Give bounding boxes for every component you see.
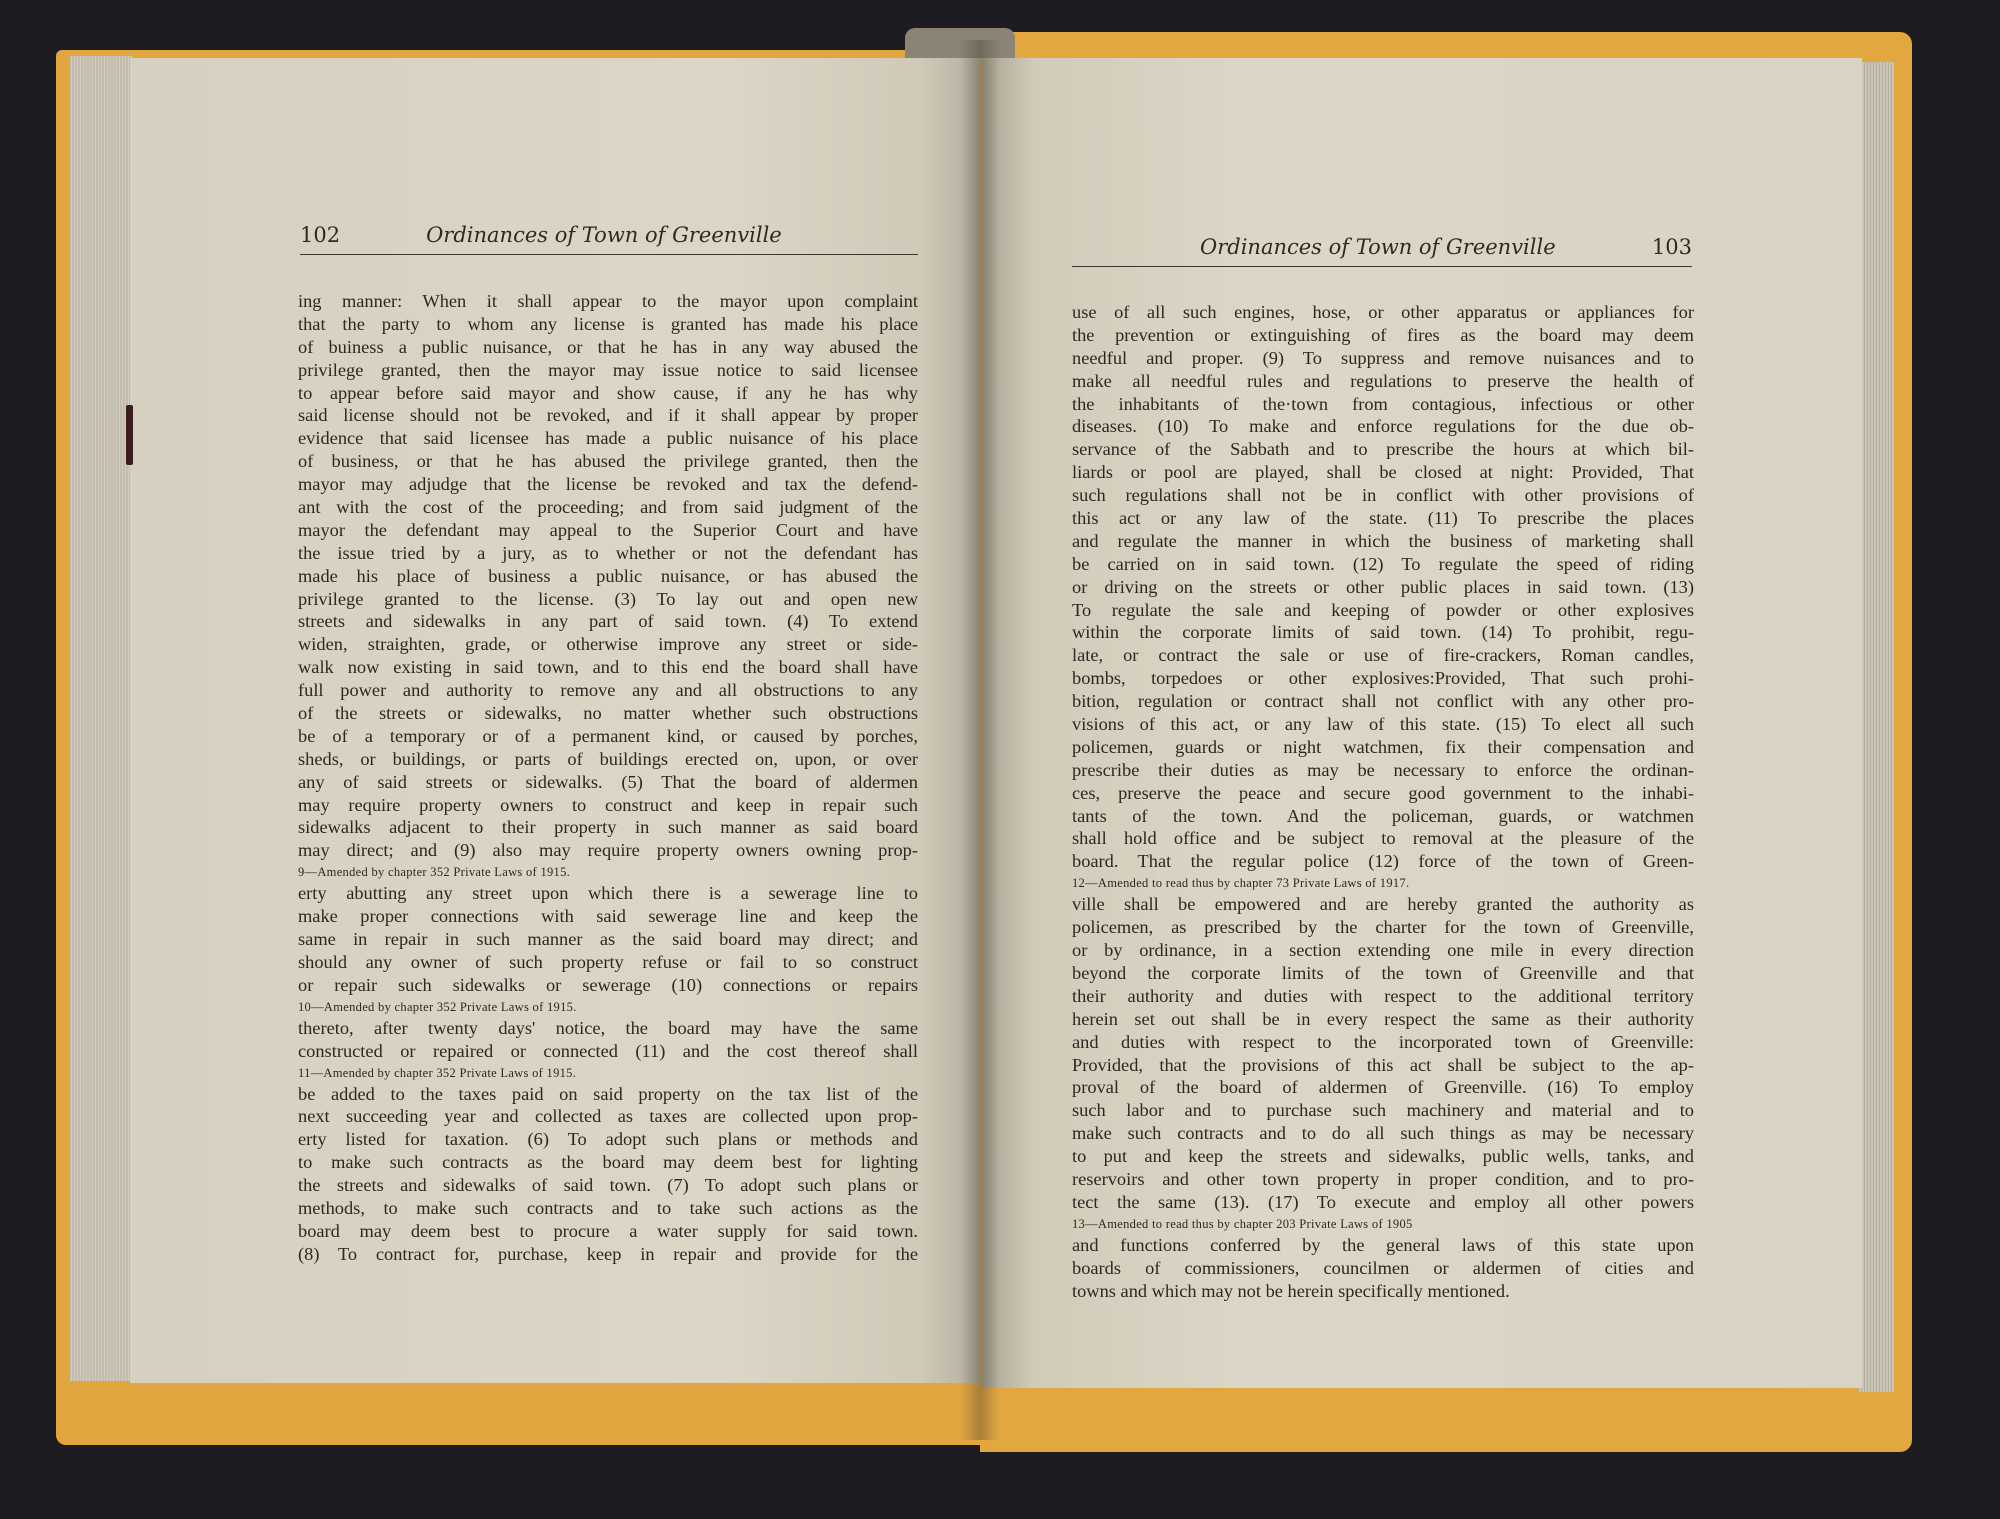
text-line: such regulations shall not be in conflict with other provisions of bbox=[1072, 485, 1694, 506]
text-line: the streets and sidewalks of said town. (7) To adopt such plans or bbox=[298, 1175, 918, 1196]
right-running-head bbox=[1072, 235, 1692, 267]
text-line: boards of commissioners, councilmen or aldermen of cities and bbox=[1072, 1257, 1694, 1278]
text-line: of the streets or sidewalks, no matter whether such obstructions bbox=[298, 703, 918, 724]
text-line: reservoirs and other town property in proper condition, and to pro- bbox=[1072, 1168, 1694, 1189]
text-line: make proper connections with said sewerage line and keep the bbox=[298, 906, 918, 927]
text-line: erty abutting any street upon which there is a sewerage line to bbox=[298, 883, 918, 904]
text-line: herein set out shall be in every respect the same as their authority bbox=[1072, 1008, 1694, 1029]
text-line: should any owner of such property refuse or fail to so construct bbox=[298, 951, 918, 972]
text-line: tants of the town. And the policeman, guards, or watchmen bbox=[1072, 805, 1694, 826]
text-line: to appear before said mayor and show cause, if any he has why bbox=[298, 382, 918, 403]
left-page-number: 102 bbox=[300, 223, 341, 247]
right-page bbox=[982, 58, 1862, 1388]
footnote: 11—Amended by chapter 352 Private Laws of 1915. bbox=[298, 1065, 577, 1080]
right-page-number: 103 bbox=[1651, 235, 1692, 259]
text-line: same in repair in such manner as the said board may direct; and bbox=[298, 929, 918, 950]
text-line: be added to the taxes paid on said property on the tax list of the bbox=[298, 1083, 918, 1104]
text-line: Provided, that the provisions of this act shall be subject to the ap- bbox=[1072, 1054, 1694, 1075]
text-line: (8) To contract for, purchase, keep in repair and provide for the bbox=[298, 1243, 918, 1264]
text-line: within the corporate limits of said town. (14) To prohibit, regu- bbox=[1072, 622, 1694, 643]
footnote: 12—Amended to read thus by chapter 73 Private Laws of 1917. bbox=[1072, 876, 1410, 891]
page-edges-left bbox=[70, 56, 132, 1381]
text-line: or by ordinance, in a section extending one mile in every direction bbox=[1072, 940, 1694, 961]
text-line: erty listed for taxation. (6) To adopt such plans or methods and bbox=[298, 1129, 918, 1150]
footnote: 10—Amended by chapter 352 Private Laws of 1915. bbox=[298, 999, 577, 1014]
text-line: that the party to whom any license is granted has made his place bbox=[298, 313, 918, 334]
text-line: beyond the corporate limits of the town of Greenville and that bbox=[1072, 962, 1694, 983]
text-line: proval of the board of aldermen of Greenville. (16) To employ bbox=[1072, 1077, 1694, 1098]
text-line: of business, or that he has abused the privilege granted, then the bbox=[298, 451, 918, 472]
text-line: visions of this act, or any law of this state. (15) To elect all such bbox=[1072, 714, 1694, 735]
text-line: shall hold office and be subject to removal at the pleasure of the bbox=[1072, 828, 1694, 849]
text-line: mayor the defendant may appeal to the Superior Court and have bbox=[298, 519, 918, 540]
text-line: mayor may adjudge that the license be revoked and tax the defend- bbox=[298, 474, 918, 495]
text-line: any of said streets or sidewalks. (5) That the board of aldermen bbox=[298, 771, 918, 792]
text-line: and functions conferred by the general laws of this state upon bbox=[1072, 1234, 1694, 1255]
text-line: make such contracts and to do all such things as may be necessary bbox=[1072, 1123, 1694, 1144]
text-line: ces, preserve the peace and secure good government to the inhabi- bbox=[1072, 782, 1694, 803]
text-line: may require property owners to construct and keep in repair such bbox=[298, 794, 918, 815]
text-line: liards or pool are played, shall be closed at night: Provided, That bbox=[1072, 462, 1694, 483]
left-page-body bbox=[298, 290, 918, 1266]
text-line: streets and sidewalks in any part of said town. (4) To extend bbox=[298, 611, 918, 632]
text-line: or repair such sidewalks or sewerage (10) connections or repairs bbox=[298, 974, 918, 995]
text-line: the prevention or extinguishing of fires as the board may deem bbox=[1072, 324, 1694, 345]
text-line: policemen, as prescribed by the charter for the town of Greenville, bbox=[1072, 917, 1694, 938]
text-line: methods, to make such contracts and to take such actions as the bbox=[298, 1197, 918, 1218]
text-line: this act or any law of the state. (11) To prescribe the places bbox=[1072, 508, 1694, 529]
text-line: of buiness a public nuisance, or that he has in any way abused the bbox=[298, 336, 918, 357]
text-line: towns and which may not be herein specifically mentioned. bbox=[1072, 1280, 1510, 1301]
text-line: such labor and to purchase such machinery and material and to bbox=[1072, 1100, 1694, 1121]
text-line: privilege granted to the license. (3) To lay out and open new bbox=[298, 588, 918, 609]
book-gutter bbox=[960, 40, 1000, 1440]
text-line: privilege granted, then the mayor may issue notice to said licensee bbox=[298, 359, 918, 380]
text-line: diseases. (10) To make and enforce regulations for the due ob- bbox=[1072, 416, 1694, 437]
text-line: their authority and duties with respect to the additional territory bbox=[1072, 985, 1694, 1006]
footnote: 9—Amended by chapter 352 Private Laws of 1915. bbox=[298, 865, 571, 880]
bookmark-ribbon bbox=[126, 405, 133, 465]
text-line: to make such contracts as the board may deem best for lighting bbox=[298, 1152, 918, 1173]
left-running-title: Ordinances of Town of Greenville bbox=[426, 223, 782, 247]
text-line: late, or contract the sale or use of fire-crackers, Roman candles, bbox=[1072, 645, 1694, 666]
text-line: make all needful rules and regulations to preserve the health of bbox=[1072, 370, 1694, 391]
text-line: and duties with respect to the incorporated town of Greenville: bbox=[1072, 1031, 1694, 1052]
text-line: evidence that said licensee has made a public nuisance of his place bbox=[298, 428, 918, 449]
text-line: walk now existing in said town, and to this end the board shall have bbox=[298, 657, 918, 678]
text-line: To regulate the sale and keeping of powder or other explosives bbox=[1072, 599, 1694, 620]
right-page-body bbox=[1072, 301, 1694, 1302]
page-edges-right bbox=[1858, 62, 1894, 1392]
text-line: said license should not be revoked, and if it shall appear by proper bbox=[298, 405, 918, 426]
text-line: bition, regulation or contract shall not conflict with any other pro- bbox=[1072, 691, 1694, 712]
text-line: tect the same (13). (17) To execute and employ all other powers bbox=[1072, 1191, 1694, 1212]
left-running-head bbox=[300, 223, 918, 255]
text-line: the issue tried by a jury, as to whether or not the defendant has bbox=[298, 542, 918, 563]
text-line: board. That the regular police (12) force of the town of Green- bbox=[1072, 851, 1694, 872]
right-running-title: Ordinances of Town of Greenville bbox=[1200, 235, 1556, 259]
text-line: ant with the cost of the proceeding; and from said judgment of the bbox=[298, 497, 918, 518]
text-line: may direct; and (9) also may require property owners owning prop- bbox=[298, 840, 918, 861]
text-line: thereto, after twenty days' notice, the board may have the same bbox=[298, 1017, 918, 1038]
text-line: board may deem best to procure a water supply for said town. bbox=[298, 1220, 918, 1241]
text-line: sidewalks adjacent to their property in such manner as said board bbox=[298, 817, 918, 838]
text-line: ville shall be empowered and are hereby granted the authority as bbox=[1072, 894, 1694, 915]
text-line: or driving on the streets or other public places in said town. (13) bbox=[1072, 576, 1694, 597]
text-line: servance of the Sabbath and to prescribe the hours at which bil- bbox=[1072, 439, 1694, 460]
text-line: widen, straighten, grade, or otherwise improve any street or side- bbox=[298, 634, 918, 655]
text-line: use of all such engines, hose, or other apparatus or appliances for bbox=[1072, 302, 1694, 322]
text-line: policemen, guards or night watchmen, fix their compensation and bbox=[1072, 736, 1694, 757]
text-line: sheds, or buildings, or parts of buildings erected on, upon, or over bbox=[298, 748, 918, 769]
text-line: next succeeding year and collected as taxes are collected upon prop- bbox=[298, 1106, 918, 1127]
text-line: prescribe their duties as may be necessary to enforce the ordinan- bbox=[1072, 759, 1694, 780]
text-line: to put and keep the streets and sidewalks, public wells, tanks, and bbox=[1072, 1146, 1694, 1167]
text-line: needful and proper. (9) To suppress and remove nuisances and to bbox=[1072, 347, 1694, 368]
text-line: made his place of business a public nuisance, or has abused the bbox=[298, 565, 918, 586]
text-line: constructed or repaired or connected (11) and the cost thereof shall bbox=[298, 1040, 918, 1061]
text-line: and regulate the manner in which the business of marketing shall bbox=[1072, 530, 1694, 551]
text-line: bombs, torpedoes or other explosives:Provided, That such prohi- bbox=[1072, 668, 1694, 689]
text-line: be carried on in said town. (12) To regulate the speed of riding bbox=[1072, 553, 1694, 574]
text-line: ing manner: When it shall appear to the mayor upon complaint bbox=[298, 291, 918, 311]
left-page bbox=[130, 58, 980, 1383]
footnote: 13—Amended to read thus by chapter 203 Private Laws of 1905 bbox=[1072, 1216, 1413, 1231]
text-line: be of a temporary or of a permanent kind, or caused by porches, bbox=[298, 725, 918, 746]
text-line: the inhabitants of the·town from contagious, infectious or other bbox=[1072, 393, 1694, 414]
text-line: full power and authority to remove any and all obstructions to any bbox=[298, 680, 918, 701]
